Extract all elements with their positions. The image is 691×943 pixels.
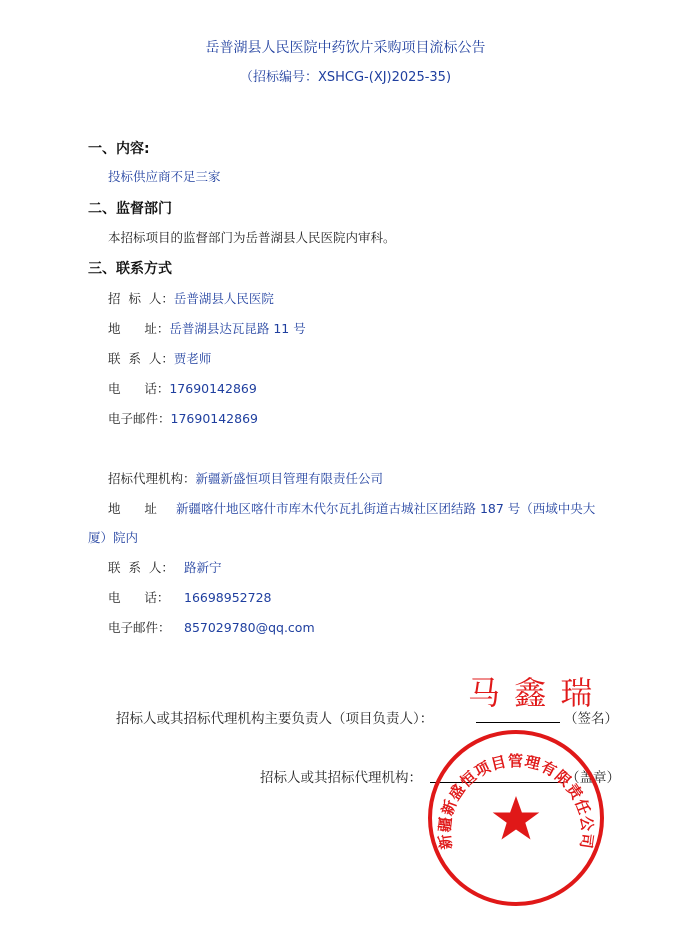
purchaser-name: 岳普湖县人民医院 bbox=[173, 291, 274, 306]
agency-address-label: 地 址 bbox=[108, 501, 157, 516]
section-supervision-text: 本招标项目的监督部门为岳普湖县人民医院内审科。 bbox=[108, 230, 396, 245]
purchaser-email-row bbox=[108, 408, 258, 427]
responsible-person-label: 招标人或其招标代理机构主要负责人（项目负责人）： bbox=[116, 711, 434, 727]
section-supervision-heading: 二、监督部门 bbox=[88, 201, 172, 217]
agency-contact-row bbox=[108, 557, 222, 576]
section-contact-heading: 三、联系方式 bbox=[88, 261, 172, 277]
announcement-title: 岳普湖县人民医院中药饮片采购项目流标公告 bbox=[205, 40, 486, 56]
bid-number: （招标编号：XSHCG-(XJ)2025-35) bbox=[239, 70, 452, 85]
purchaser-contact-label: 联 系 人： bbox=[108, 351, 174, 366]
agency-email-row bbox=[108, 617, 315, 636]
purchaser-phone-row bbox=[108, 378, 257, 397]
agency-seal-label: 招标人或其招标代理机构： bbox=[260, 770, 422, 786]
agency-name-label: 招标代理机构： bbox=[108, 471, 196, 486]
seal-suffix: （盖章） bbox=[566, 770, 620, 786]
seal-text: 新疆新盛恒项目管理有限责任公司 bbox=[435, 751, 597, 851]
purchaser-phone-label: 电 话： bbox=[108, 381, 170, 396]
purchaser-name-row bbox=[108, 288, 274, 307]
purchaser-phone: 17690142869 bbox=[169, 381, 257, 396]
seal-star-icon bbox=[493, 796, 540, 840]
handwritten-signature: 马 鑫 瑞 bbox=[468, 674, 595, 712]
signature-line bbox=[476, 722, 560, 723]
section-content-text: 投标供应商不足三家 bbox=[108, 169, 221, 184]
section-content-heading: 一、内容: bbox=[88, 141, 150, 157]
purchaser-email: 17690142869 bbox=[170, 411, 258, 426]
agency-phone-label: 电 话： bbox=[108, 590, 170, 605]
agency-address-line2: 厦）院内 bbox=[88, 530, 139, 545]
purchaser-address-row bbox=[108, 318, 306, 337]
purchaser-contact: 贾老师 bbox=[173, 351, 212, 366]
purchaser-address-label: 地 址： bbox=[108, 321, 170, 336]
agency-address-row bbox=[108, 498, 595, 517]
purchaser-name-label: 招 标 人： bbox=[108, 291, 174, 306]
agency-address-line1: 新疆喀什地区喀什市库木代尔瓦扎街道古城社区团结路 187 号（西域中央大 bbox=[176, 501, 596, 516]
agency-phone-row bbox=[108, 587, 271, 606]
company-seal bbox=[426, 728, 606, 908]
purchaser-address: 岳普湖县达瓦昆路 11 号 bbox=[169, 321, 306, 336]
agency-contact-label: 联 系 人： bbox=[108, 560, 174, 575]
agency-email: 857029780@qq.com bbox=[184, 620, 315, 635]
agency-name: 新疆新盛恒项目管理有限责任公司 bbox=[195, 471, 384, 486]
agency-email-label: 电子邮件： bbox=[108, 620, 171, 635]
agency-name-row bbox=[108, 468, 383, 487]
agency-contact: 路新宁 bbox=[184, 560, 222, 575]
purchaser-email-label: 电子邮件： bbox=[108, 411, 171, 426]
purchaser-contact-row bbox=[108, 348, 211, 367]
agency-phone: 16698952728 bbox=[184, 590, 272, 605]
signature-suffix: （签名） bbox=[564, 711, 618, 727]
